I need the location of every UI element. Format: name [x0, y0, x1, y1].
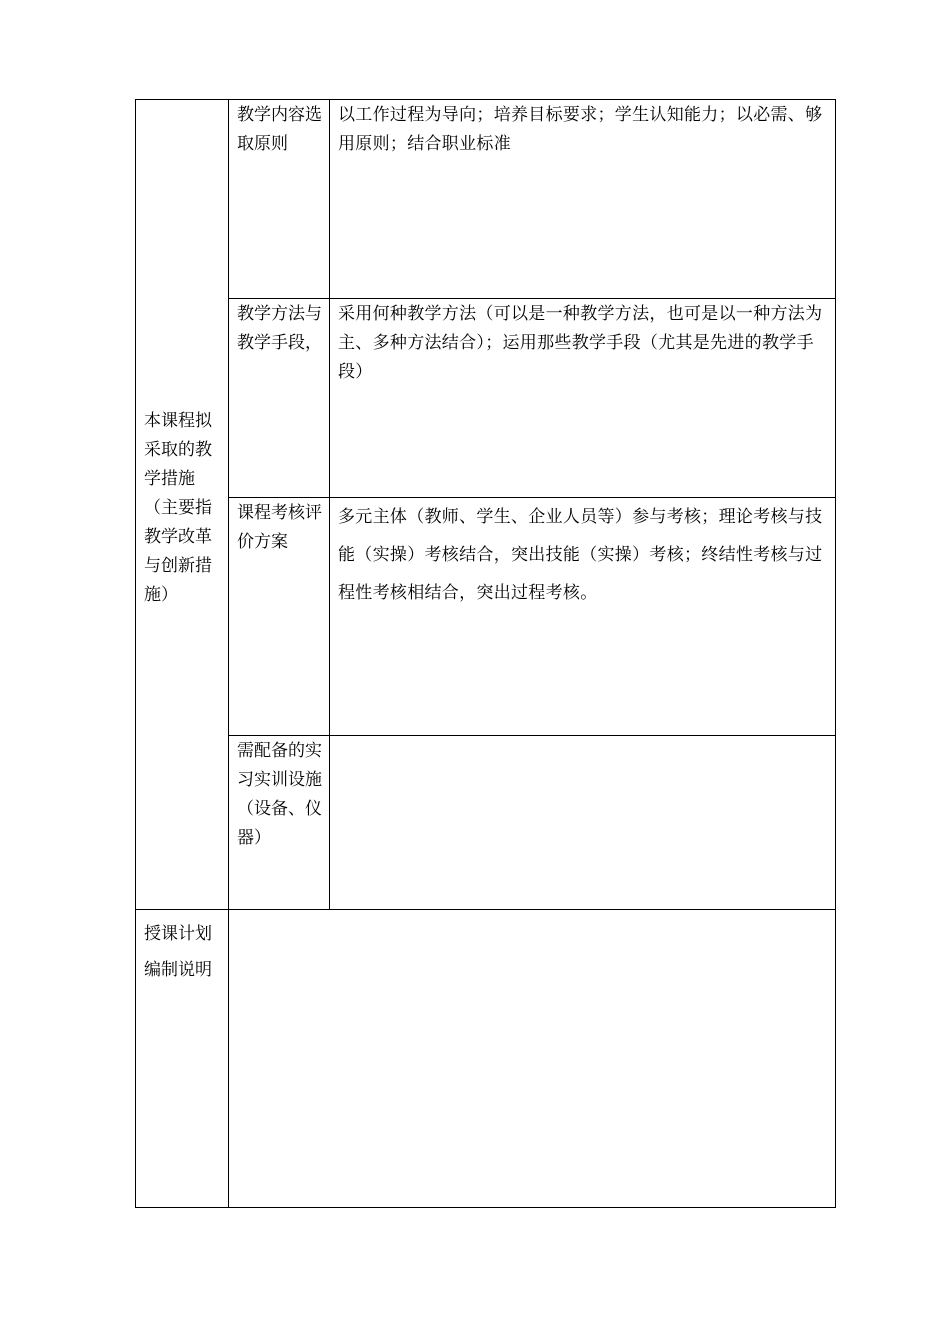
row-assessment: [136, 498, 836, 736]
teaching-methods-label-cell: [229, 299, 330, 498]
teaching-measures-label-cell: [136, 100, 229, 910]
assessment-cell[interactable]: [330, 498, 836, 736]
row-content-selection: [136, 100, 836, 299]
teaching-methods-label: 教学方法与教学手段，: [237, 304, 322, 353]
facilities-cell[interactable]: [330, 736, 836, 910]
content-selection-cell[interactable]: [330, 100, 836, 299]
facilities-label: 需配备的实习实训设施（设备、仪器）: [237, 741, 322, 848]
teaching-plan-label: 授课计划编制说明: [144, 924, 212, 980]
teaching-methods-text: 采用何种教学方法（可以是一种教学方法，也可是以一种方法为主、多种方法结合）；运用那些教学手段（尤其是先进的教学手段）: [338, 304, 823, 382]
row-teaching-plan: [136, 910, 836, 1208]
assessment-label: 课程考核评价方案: [237, 503, 322, 552]
row-teaching-methods: [136, 299, 836, 498]
assessment-label-cell: [229, 498, 330, 736]
content-selection-label-cell: [229, 100, 330, 299]
content-selection-text: 以工作过程为导向；培养目标要求；学生认知能力；以必需、够用原则；结合职业标准: [338, 105, 823, 154]
teaching-plan-label-cell: [136, 910, 229, 1208]
row-facilities: [136, 736, 836, 910]
teaching-measures-label: 本课程拟采取的教学措施（主要指教学改革与创新措施）: [144, 410, 212, 605]
course-form-table: [135, 99, 836, 1208]
assessment-text: 多元主体（教师、学生、企业人员等）参与考核；理论考核与技能（实操）考核结合，突出技能（实操）考核；终结性考核与过程性考核相结合，突出过程考核。: [338, 507, 823, 603]
facilities-label-cell: [229, 736, 330, 910]
teaching-methods-cell[interactable]: [330, 299, 836, 498]
teaching-plan-cell[interactable]: [229, 910, 836, 1208]
content-selection-label: 教学内容选取原则: [237, 105, 322, 154]
